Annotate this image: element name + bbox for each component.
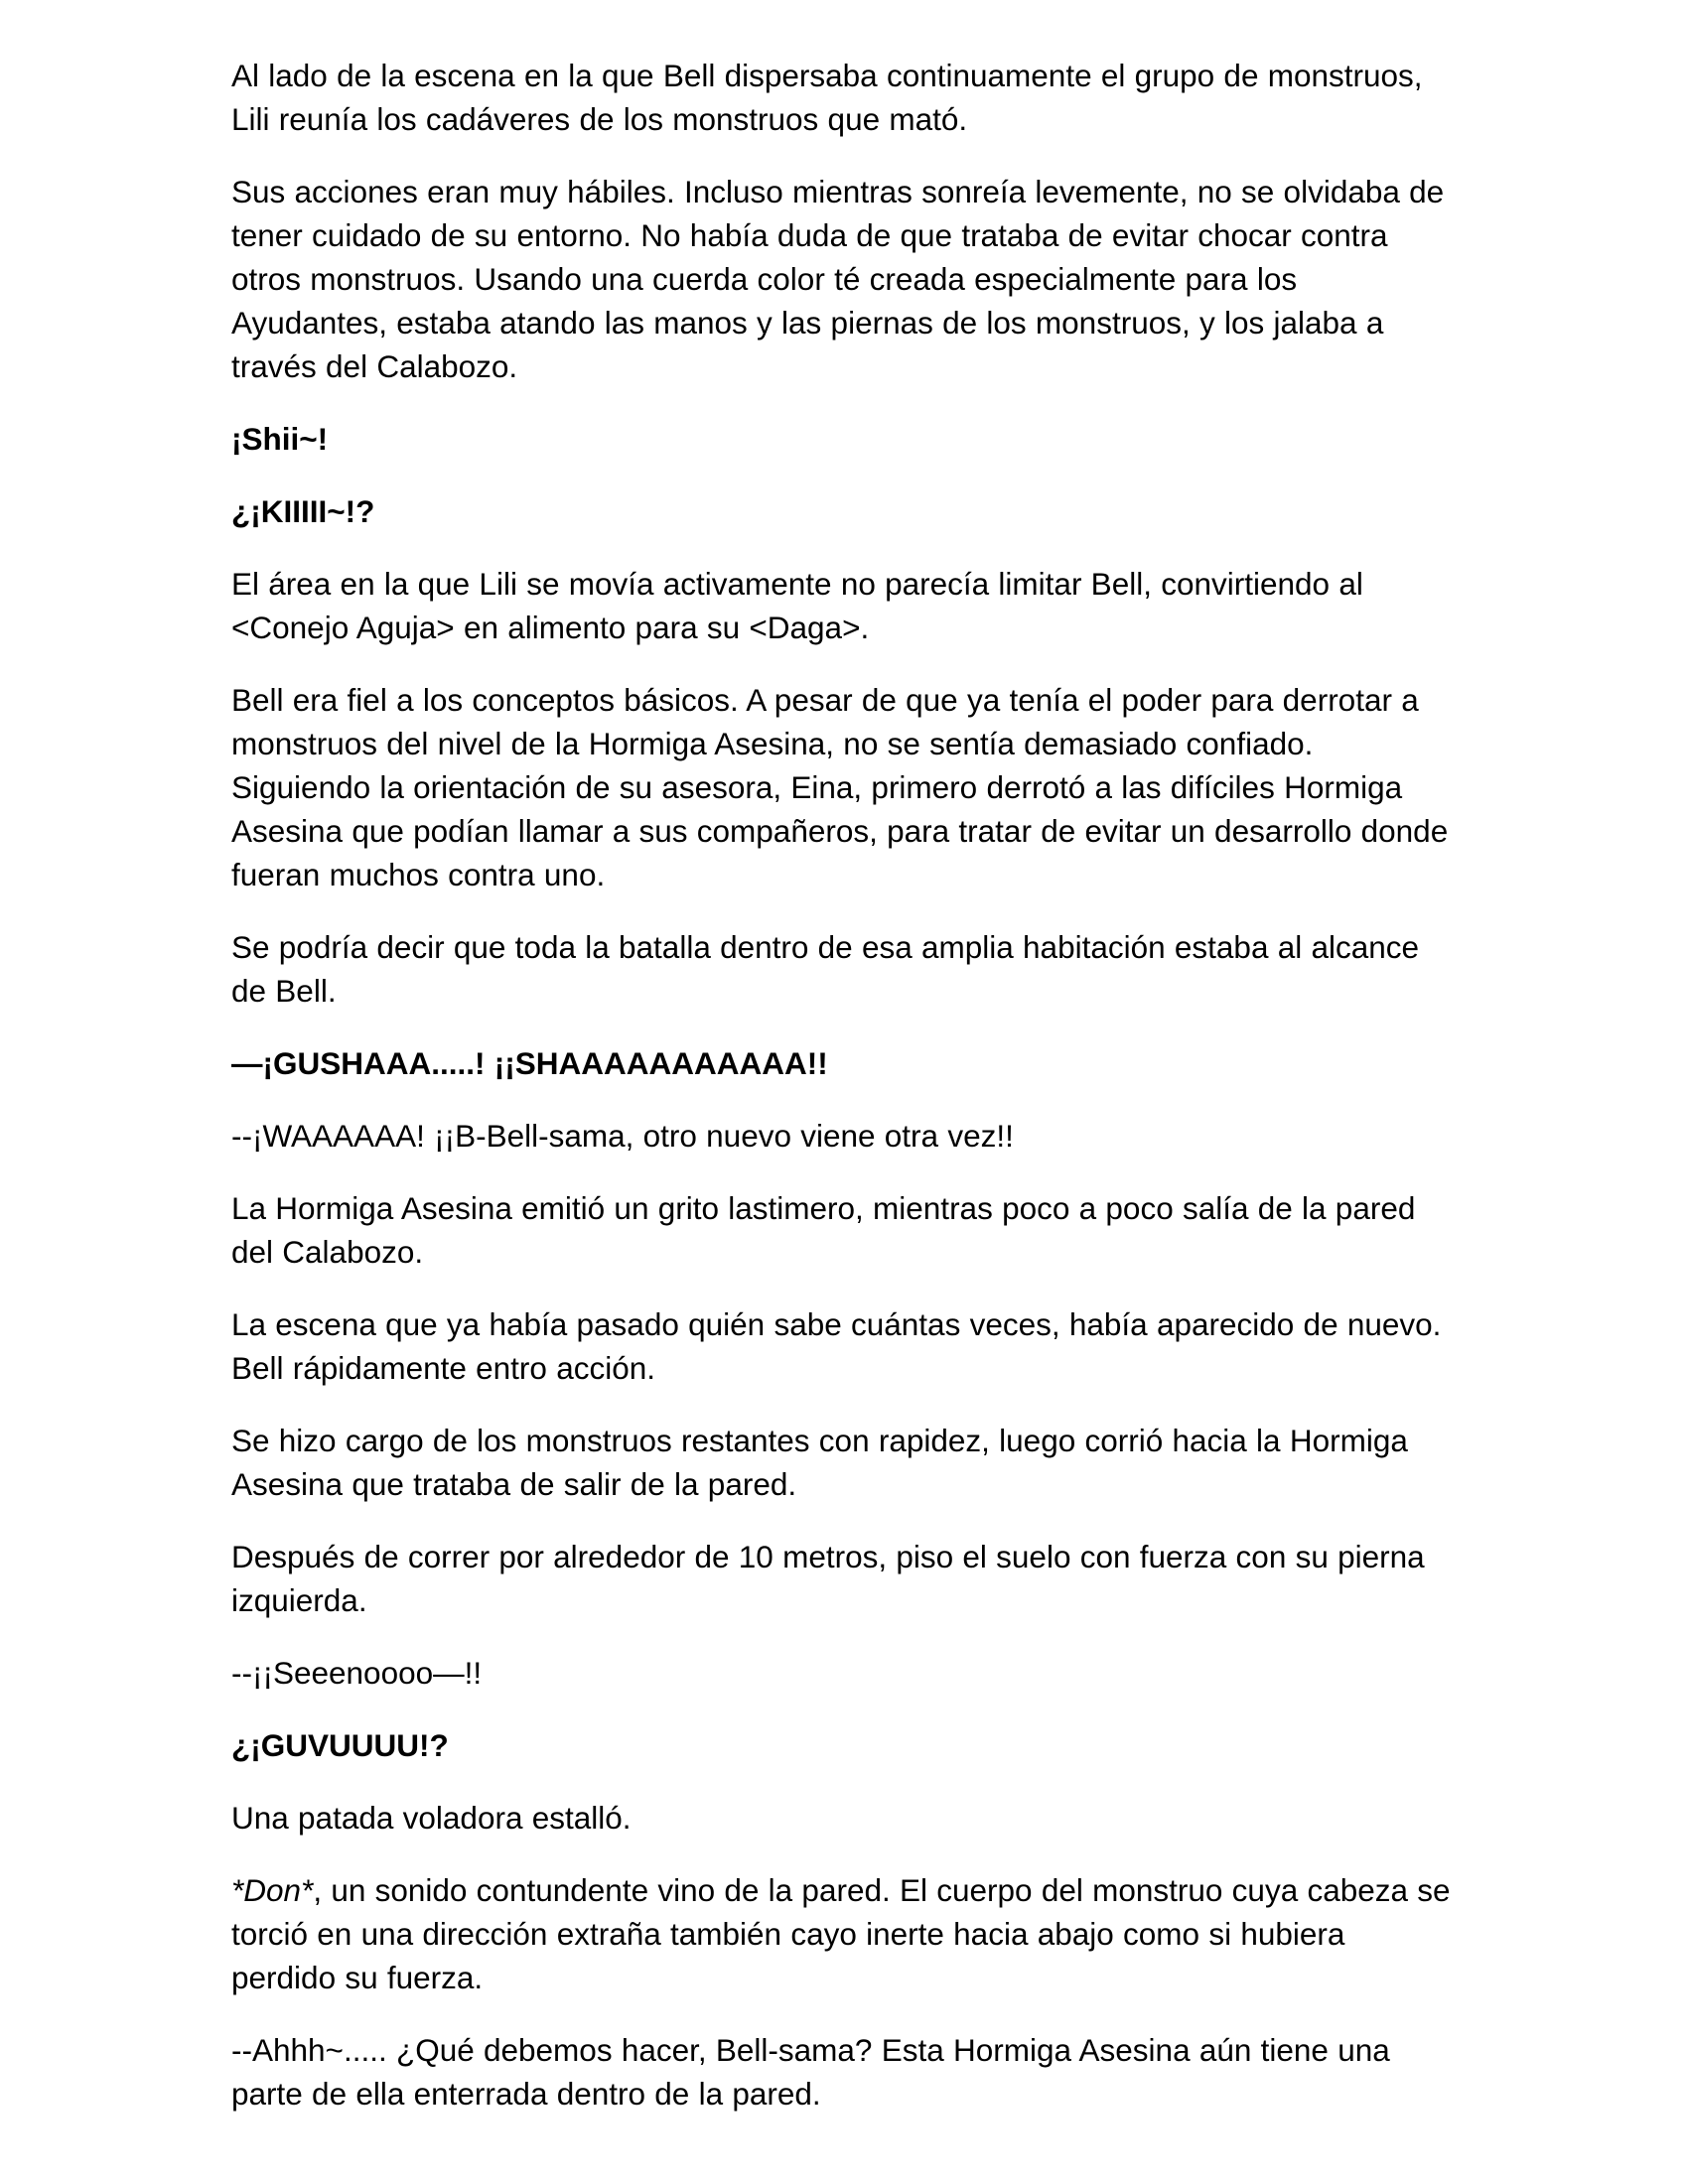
text-run: ¿¡KIIIII~!? [231,493,375,529]
paragraph [231,1114,1457,1158]
text-run: Sus acciones eran muy hábiles. Incluso mientras sonreía levemente, no se olvidaba de tener cuidado de su entorno. No había duda de que trataba de evitar chocar contra otros monstruos. Usando una cuerda color té creada especialmente para los Ayudantes, estaba atando las manos y las piernas de los monstruos, y los jalaba a través del Calabozo. [231,174,1445,384]
paragraph [231,925,1457,1013]
text-run: Se hizo cargo de los monstruos restantes con rapidez, luego corrió hacia la Hormiga Asesina que trataba de salir de la pared. [231,1423,1408,1502]
text-run: --¡WAAAAAA! ¡¡B-Bell-sama, otro nuevo viene otra vez!! [231,1118,1014,1154]
sfx-paragraph [231,1041,1457,1085]
sfx-paragraph [231,1723,1457,1767]
paragraph [231,54,1457,141]
text-run: Bell era fiel a los conceptos básicos. A pesar de que ya tenía el poder para derrotar a monstruos del nivel de la Hormiga Asesina, no se sentía demasiado confiado. Siguiendo la orientación de su asesora, Eina, primero derrotó a las difíciles Hormiga Asesina que podían llamar a sus compañeros, para tratar de evitar un desarrollo donde fueran muchos contra uno. [231,682,1449,892]
paragraph [231,170,1457,388]
text-run: —¡GUSHAAA.....! ¡¡SHAAAAAAAAAAA!! [231,1045,828,1081]
paragraph [231,1419,1457,1506]
paragraph [231,1796,1457,1840]
sfx-paragraph [231,489,1457,533]
paragraph [231,562,1457,649]
paragraph [231,1535,1457,1622]
text-run: --¡¡Seeenoooo—!! [231,1655,483,1691]
sfx-paragraph [231,417,1457,461]
text-run: La Hormiga Asesina emitió un grito lastimero, mientras poco a poco salía de la pared del Calabozo. [231,1190,1416,1270]
text-run: Una patada voladora estalló. [231,1800,632,1836]
paragraph [231,678,1457,896]
text-run: Se podría decir que toda la batalla dentro de esa amplia habitación estaba al alcance de Bell. [231,929,1420,1009]
paragraph [231,1186,1457,1274]
paragraph [231,1651,1457,1695]
document-body [231,54,1457,2116]
text-run: , un sonido contundente vino de la pared. El cuerpo del monstruo cuya cabeza se torció en una dirección extraña también cayo inerte hacia abajo como si hubiera perdido su fuerza. [231,1872,1451,1995]
italic-text-run: *Don* [231,1872,314,1908]
text-run: ¿¡GUVUUUU!? [231,1727,449,1763]
text-run: ¡Shii~! [231,421,329,457]
text-run: La escena que ya había pasado quién sabe cuántas veces, había aparecido de nuevo. Bell rápidamente entro acción. [231,1306,1442,1386]
paragraph [231,1868,1457,1999]
text-run: --Ahhh~..... ¿Qué debemos hacer, Bell-sama? Esta Hormiga Asesina aún tiene una parte de ella enterrada dentro de la pared. [231,2032,1390,2112]
paragraph [231,2028,1457,2116]
text-run: Al lado de la escena en la que Bell dispersaba continuamente el grupo de monstruos, Lili reunía los cadáveres de los monstruos que mató. [231,58,1423,137]
paragraph [231,1302,1457,1390]
text-run: El área en la que Lili se movía activamente no parecía limitar Bell, convirtiendo al <Conejo Aguja> en alimento para su <Daga>. [231,566,1363,645]
text-run: Después de correr por alrededor de 10 metros, piso el suelo con fuerza con su pierna izquierda. [231,1539,1425,1618]
